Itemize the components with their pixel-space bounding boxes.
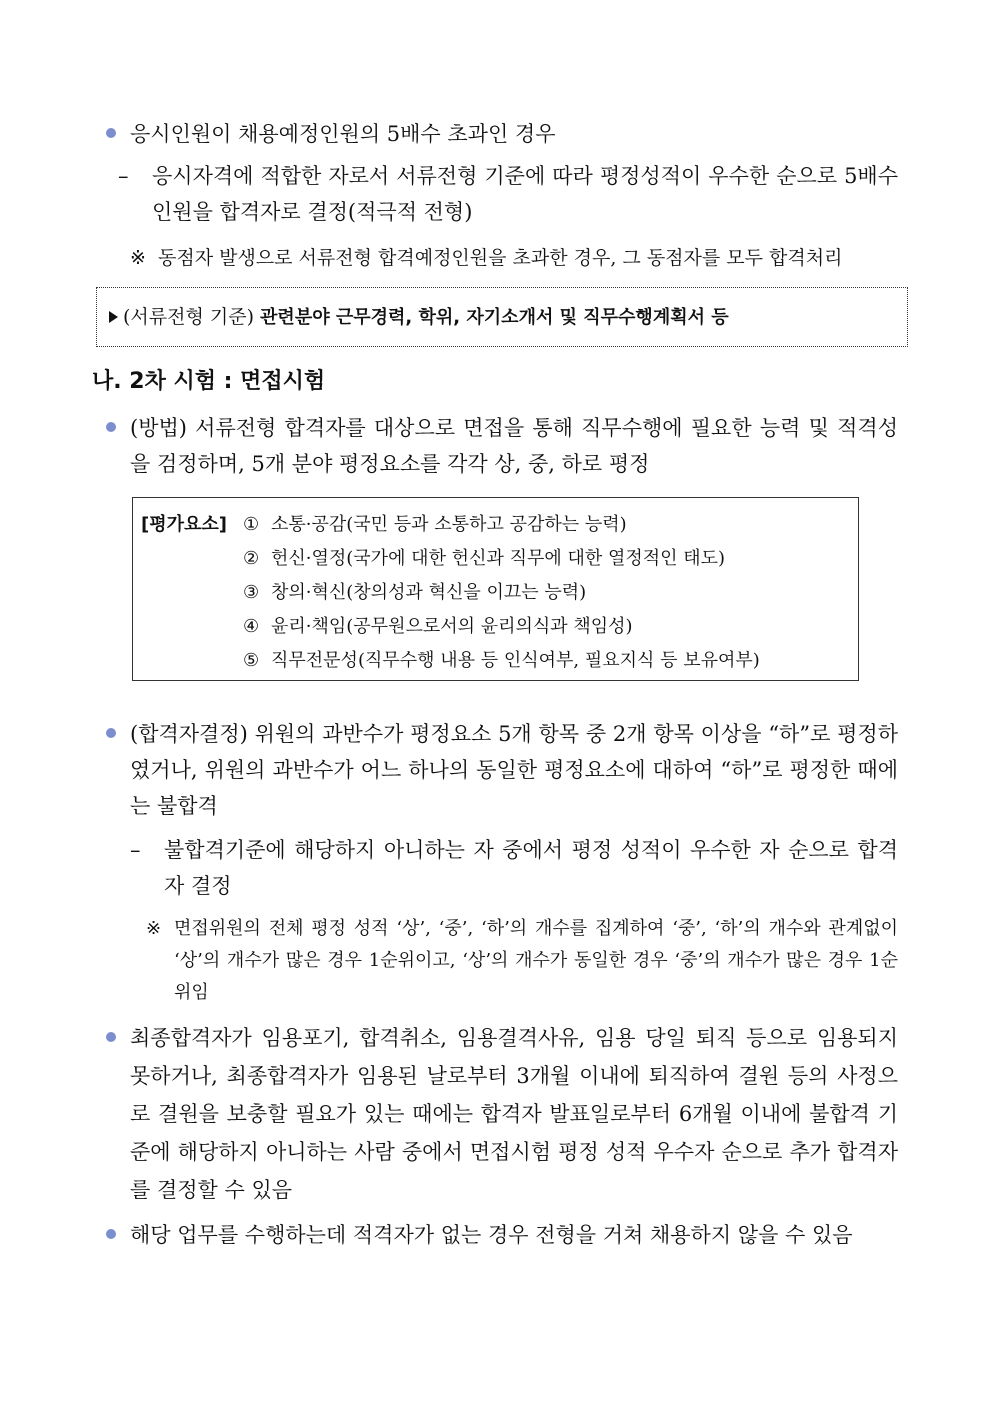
dash-symbol: – [118, 164, 129, 188]
bullet-dot-icon [106, 728, 116, 738]
evaluation-item: ② 헌신·열정(국가에 대한 헌신과 직무에 대한 열정적인 태도) [243, 548, 726, 569]
criteria-label: (서류전형 기준) [123, 306, 254, 328]
dash-text: 불합격기준에 해당하지 아니하는 자 중에서 평정 성적이 우수한 자 순으로 합격자 결정 [164, 838, 898, 898]
bullet-text: 응시인원이 채용예정인원의 5배수 초과인 경우 [130, 122, 556, 146]
method-text: (방법) 서류전형 합격자를 대상으로 면접을 통해 직무수행에 필요한 능력 및 적격성을 검정하며, 5개 분야 평정요소를 각각 상, 중, 하로 평정 [130, 416, 898, 476]
triangle-right-icon [109, 311, 118, 323]
bullet-dot-icon [106, 128, 116, 138]
note-text: 동점자 발생으로 서류전형 합격예정인원을 초과한 경우, 그 동점자를 모두 합격처리 [158, 247, 843, 269]
evaluation-item: ① 소통·공감(국민 등과 소통하고 공감하는 능력) [243, 514, 627, 535]
last-text: 해당 업무를 수행하는데 적격자가 없는 경우 전형을 거쳐 채용하지 않을 수 있음 [130, 1223, 853, 1247]
note-symbol: ※ [130, 247, 146, 269]
criteria-line [123, 304, 729, 331]
note-symbol: ※ [146, 918, 162, 939]
bullet-dot-icon [106, 1229, 116, 1239]
final-text: 최종합격자가 임용포기, 합격취소, 임용결격사유, 임용 당일 퇴직 등으로 임용되지 못하거나, 최종합격자가 임용된 날로부터 3개월 이내에 퇴직하여 결원 등의 사정으로 결원을 보충할 필요가 있는 때에는 합격자 발표일로부터 6개월 이내에 불합격 기준에 해당하지 아니하는 사람 중에서 면접시험 평정 성적 우수자 순으로 추가 합격자를 결정할 수 있음 [130, 1026, 898, 1202]
dash-symbol: – [130, 838, 141, 862]
bullet-dot-icon [106, 422, 116, 432]
dash-text: 응시자격에 적합한 자로서 서류전형 기준에 따라 평정성적이 우수한 순으로 5배수 인원을 합격자로 결정(적극적 전형) [152, 164, 898, 224]
criteria-box [96, 287, 908, 347]
section-title: 나. 2차 시험 : 면접시험 [92, 369, 326, 394]
evaluation-item: ④ 윤리·책임(공무원으로서의 윤리의식과 책임성) [243, 616, 633, 637]
evaluation-item: ③ 창의·혁신(창의성과 혁신을 이끄는 능력) [243, 582, 587, 603]
note-text: 면접위원의 전체 평정 성적 ‘상’, ‘중’, ‘하’의 개수를 집계하여 ‘중’, ‘하’의 개수와 관계없이 ‘상’의 개수가 많은 경우 1순위이고, ‘상’의 개수가 동일한 경우 ‘중’의 개수가 많은 경우 1순위임 [174, 918, 898, 1003]
criteria-content: 관련분야 근무경력, 학위, 자기소개서 및 직무수행계획서 등 [260, 307, 729, 328]
decision-text: (합격자결정) 위원의 과반수가 평정요소 5개 항목 중 2개 항목 이상을 “하”로 평정하였거나, 위원의 과반수가 어느 하나의 동일한 평정요소에 대하여 “하”로 평정한 때에는 불합격 [130, 722, 898, 818]
bullet-dot-icon [106, 1032, 116, 1042]
evaluation-box [132, 497, 859, 681]
evaluation-label: [평가요소] [141, 514, 228, 535]
evaluation-item: ⑤ 직무전문성(직무수행 내용 등 인식여부, 필요지식 등 보유여부) [243, 650, 760, 671]
